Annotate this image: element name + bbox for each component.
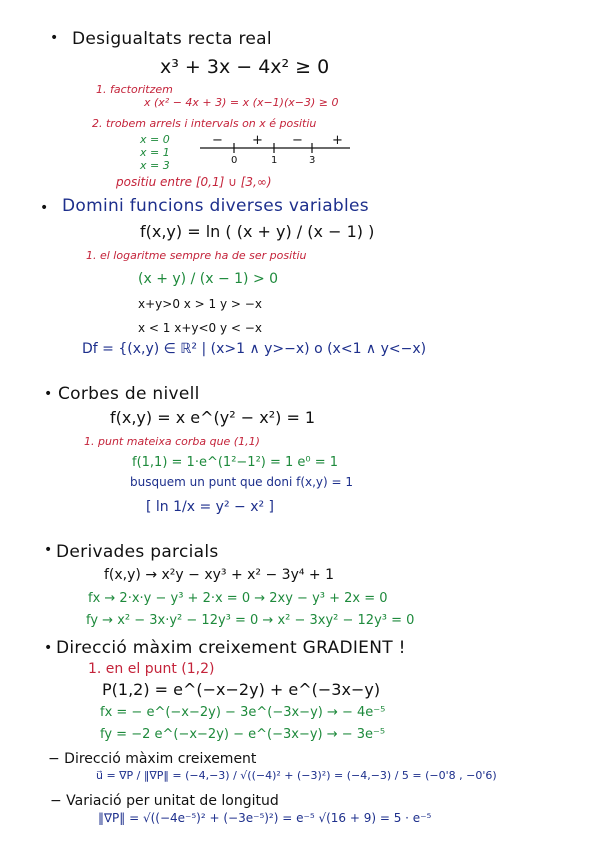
root-3: x = 3	[140, 159, 170, 172]
bullet: •	[44, 640, 53, 656]
factor-equation: x (x² − 4x + 3) = x (x−1)(x−3) ≥ 0	[144, 96, 339, 109]
subheading-variation: − Variació per unitat de longitud	[50, 793, 279, 809]
bullet: •	[44, 386, 53, 402]
gradient-fy: fy = −2 e^(−x−2y) − e^(−3x−y) → − 3e⁻⁵	[100, 727, 386, 742]
tick-3: 3	[309, 155, 316, 166]
level-eval: f(1,1) = 1·e^(1²−1²) = 1 e⁰ = 1	[132, 455, 339, 470]
root-0: x = 0	[140, 133, 170, 146]
subheading-direction: − Direcció màxim creixement	[48, 751, 257, 767]
section-title-inequalities: Desigualtats recta real	[72, 29, 272, 49]
partial-fx: fx → 2·x·y − y³ + 2·x = 0 → 2xy − y³ + 2x = 0	[88, 591, 388, 606]
case-2: x < 1 x+y<0 y < −x	[138, 321, 262, 335]
section-title-partials: Derivades parcials	[56, 542, 219, 562]
root-1: x = 1	[140, 146, 170, 159]
gradient-function: P(1,2) = e^(−x−2y) + e^(−3x−y)	[102, 680, 381, 699]
tick-0: 0	[231, 155, 238, 166]
sign-3: −	[292, 133, 303, 148]
section-title-level-curves: Corbes de nivell	[58, 384, 200, 404]
level-function: f(x,y) = x e^(y² − x²) = 1	[110, 408, 316, 427]
bullet: •	[44, 542, 53, 558]
inequality-result: positiu entre [0,1] ∪ [3,∞)	[116, 175, 272, 189]
gradient-fx: fx = − e^(−x−2y) − 3e^(−3x−y) → − 4e⁻⁵	[100, 705, 386, 720]
step-factor: 1. factoritzem	[96, 83, 173, 96]
sign-4: +	[332, 133, 343, 148]
section-title-gradient: Direcció màxim creixement GRADIENT !	[56, 638, 406, 658]
norm-result: ‖∇P‖ = √((−4e⁻⁵)² + (−3e⁻⁵)²) = e⁻⁵ √(16 + 9) = 5 · e⁻⁵	[98, 811, 432, 825]
partials-function: f(x,y) → x²y − xy³ + x² − 3y⁴ + 1	[104, 567, 335, 583]
case-1: x+y>0 x > 1 y > −x	[138, 297, 262, 311]
tick-1: 1	[271, 155, 278, 166]
level-result: [ ln 1/x = y² − x² ]	[146, 499, 275, 515]
step-point: 1. en el punt (1,2)	[88, 661, 215, 677]
step-find-point: busquem un punt que doni f(x,y) = 1	[130, 475, 354, 489]
step-roots: 2. trobem arrels i intervals on x é positiu	[92, 117, 317, 130]
step-same-curve: 1. punt mateixa corba que (1,1)	[84, 435, 260, 448]
direction-result: u⃗ = ∇P / ‖∇P‖ = (−4,−3) / √((−4)² + (−3)²) = (−4,−3) / 5 = (−0'8 , −0'6)	[96, 769, 497, 782]
sign-1: −	[212, 133, 223, 148]
partial-fy: fy → x² − 3x·y² − 12y³ = 0 → x² − 3xy² − 12y³ = 0	[86, 613, 415, 628]
bullet: •	[50, 30, 59, 46]
section-title-domain: Domini funcions diverses variables	[62, 196, 369, 216]
domain-function: f(x,y) = ln ( (x + y) / (x − 1) )	[140, 222, 375, 241]
step-log: 1. el logaritme sempre ha de ser positiu	[86, 249, 307, 262]
positivity-condition: (x + y) / (x − 1) > 0	[138, 271, 279, 287]
domain-result: Df = {(x,y) ∈ ℝ² | (x>1 ∧ y>−x) o (x<1 ∧ y<−x)	[82, 341, 427, 357]
bullet: •	[40, 200, 49, 216]
inequality: x³ + 3x − 4x² ≥ 0	[160, 56, 330, 78]
sign-2: +	[252, 133, 263, 148]
